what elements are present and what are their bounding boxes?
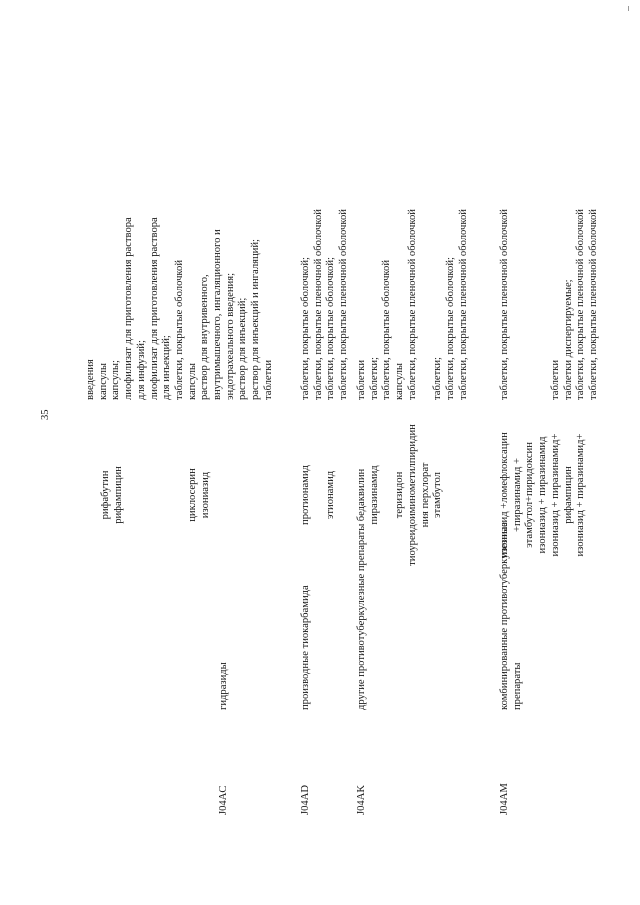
dosage-form: капсулы: [394, 362, 406, 400]
dosage-form: таблетки;: [432, 357, 444, 400]
dosage-form: лиофилизат для приготовления раствора: [148, 217, 160, 400]
dosage-form: таблетки, покрытые пленочной оболочкой: [587, 209, 599, 400]
dosage-form: для инъекций;: [161, 335, 173, 400]
atc-code: J04AD: [300, 784, 311, 815]
drug-name: циклосерин: [187, 468, 198, 522]
dosage-form: таблетки, покрытые пленочной оболочкой: [406, 209, 418, 400]
dosage-form: таблетки, покрытые пленочной оболочкой: [338, 209, 350, 400]
atc-code: J04AM: [499, 783, 510, 815]
drug-name: рифабутин: [100, 470, 111, 520]
dosage-form: таблетки, покрытые оболочкой;: [444, 257, 456, 400]
drug-name: ния перхлорат: [419, 462, 431, 528]
dosage-form: таблетки, покрытые оболочкой: [381, 260, 393, 400]
dosage-form: таблетки, покрытые пленочной оболочкой: [312, 209, 324, 400]
drug-name: тиоуреидоиминометилпиридин: [406, 424, 418, 566]
drug-name: этамбутол+пиридоксин: [524, 442, 536, 548]
dosage-form: внутримышечного, ингаляционного и: [212, 229, 223, 400]
dosage-form: раствор для инъекций;: [237, 297, 249, 400]
dosage-form: капсулы;: [110, 360, 122, 400]
dosage-form: капсулы: [186, 362, 198, 400]
drug-name: этамбутол: [432, 472, 444, 518]
dosage-form: таблетки: [262, 359, 274, 400]
dosage-form: таблетки, покрытые оболочкой: [173, 260, 185, 400]
dosage-form: таблетки, покрытые пленочной оболочкой: [499, 209, 510, 400]
dosage-form: раствор для внутривенного,: [199, 274, 211, 400]
dosage-form: капсулы: [97, 362, 109, 400]
dosage-form: введения: [85, 359, 96, 400]
dosage-form: таблетки: [549, 359, 561, 400]
dosage-form: таблетки диспергируемые;: [562, 279, 574, 400]
drug-name: бедаквилин: [356, 468, 367, 522]
dosage-form: таблетки;: [368, 357, 380, 400]
atc-code: J04AK: [356, 784, 367, 815]
drug-name: изониазид +ломефлоксацин: [499, 432, 510, 558]
group-name: производные тиокарбамида: [300, 585, 311, 710]
dosage-form: таблетки, покрытые пленочной оболочкой: [575, 209, 587, 400]
drug-name: рифампицин: [112, 466, 124, 524]
dosage-form: таблетки, покрытые оболочкой;: [300, 257, 311, 400]
group-name: другие противотуберкулезные препараты: [356, 523, 367, 710]
drug-name: изониазид + пиразинамид+: [575, 433, 587, 557]
drug-name: рифампицин: [562, 466, 574, 524]
group-name: гидразиды: [218, 662, 229, 710]
drug-name: протионамид: [300, 465, 311, 525]
drug-name: изониазид: [199, 471, 211, 519]
atc-code: J04AC: [218, 785, 229, 815]
dosage-form: раствор для инъекций и ингаляций;: [250, 239, 262, 400]
group-name: комбинированные противотуберкулезные: [499, 522, 510, 710]
drug-name: изониазид + пиразинамид: [537, 436, 549, 554]
dosage-form: таблетки: [356, 359, 367, 400]
dosage-form: для инфузий;: [135, 340, 147, 400]
dosage-form: лиофилизат для приготовления раствора: [123, 217, 135, 400]
page-number: 35: [40, 409, 51, 420]
group-name: препараты: [511, 662, 523, 710]
dosage-form: таблетки, покрытые оболочкой;: [325, 257, 337, 400]
drug-name: изониазид + пиразинамид+: [549, 433, 561, 557]
dosage-form: таблетки, покрытые пленочной оболочкой: [457, 209, 469, 400]
drug-name: теризидон: [394, 471, 406, 519]
dosage-form: эндотрахеального введения;: [224, 272, 236, 400]
drug-name: +пиразинамид +: [511, 458, 523, 532]
drug-name: пиразинамид: [368, 465, 380, 525]
drug-name: этионамид: [325, 470, 337, 520]
